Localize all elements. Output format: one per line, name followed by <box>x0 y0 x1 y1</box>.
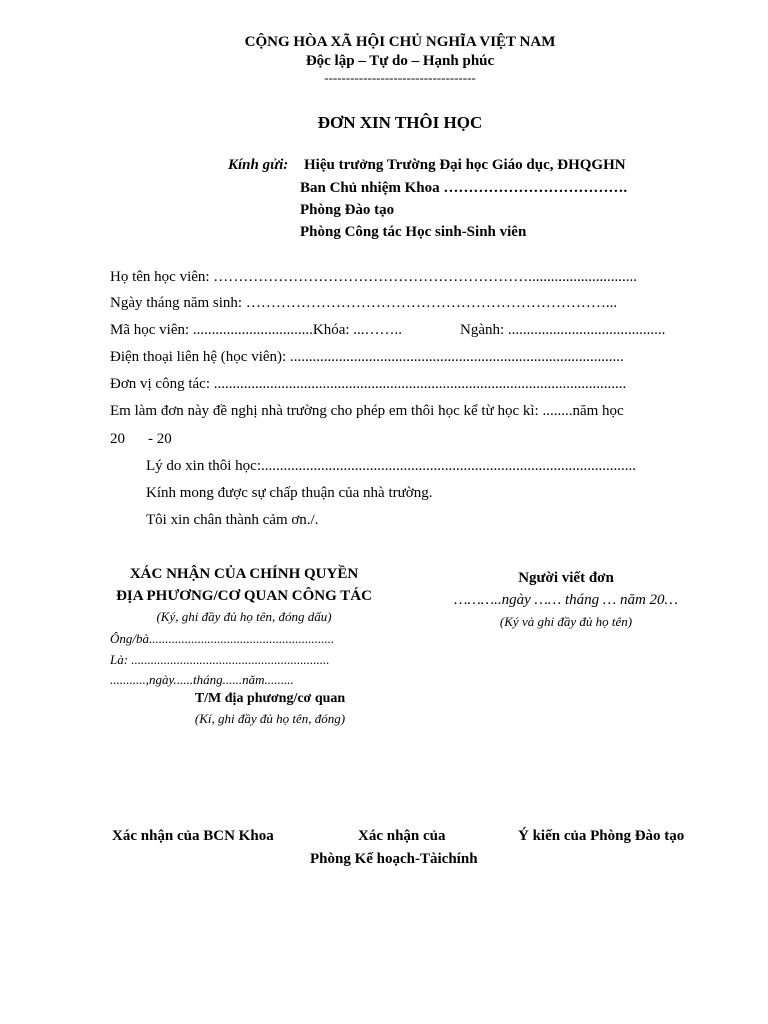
header-divider: ----------------------------------- <box>324 70 476 85</box>
request-text: Em làm đơn này đề nghị nhà trường cho phép em thôi học kể từ học kì: ........năm học <box>110 403 624 419</box>
left-sign-note-2: (Kí, ghi đầy đủ họ tên, đóng) <box>194 711 346 726</box>
left-on-behalf: T/M địa phương/cơ quan <box>194 691 346 706</box>
recipients-label: Kính gửi: <box>228 157 289 173</box>
finance-approval-office: Phòng Kế hoạch-Tàichính <box>310 851 478 867</box>
left-block-title: XÁC NHẬN CỦA CHÍNH QUYỀN <box>129 566 359 582</box>
left-block-subtitle: ĐỊA PHƯƠNG/CƠ QUAN CÔNG TÁC <box>116 588 372 604</box>
field-student-id: Mã học viên: ................................Khóa: ...…….. <box>110 322 403 338</box>
thanks-text: Tôi xin chân thành cảm ơn./. <box>146 512 319 528</box>
field-workplace: Đơn vị công tác: .............................................................................................................. <box>110 376 627 392</box>
recipient-line: Phòng Đào tạo <box>300 202 395 218</box>
nation-heading: CỘNG HÒA XÃ HỘI CHỦ NGHĨA VIỆT NAM <box>244 34 556 50</box>
left-person-line: Ông/bà......................................................... <box>110 631 335 646</box>
applicant-title: Người viết đơn <box>518 570 614 586</box>
applicant-sign-note: (Ký và ghi đầy đủ họ tên) <box>499 614 633 629</box>
field-name: Họ tên học viên: ………………………………………………………............................. <box>110 269 638 285</box>
faculty-approval: Xác nhận của BCN Khoa <box>112 828 274 844</box>
left-date-line: ...........,ngày......tháng......năm......... <box>110 672 294 687</box>
training-office-opinion: Ý kiến của Phòng Đào tạo <box>518 828 685 844</box>
field-dob: Ngày tháng năm sinh: ………………………………………………………………... <box>110 295 618 311</box>
left-sign-note: (Ký, ghi đầy đủ họ tên, đóng dấu) <box>156 609 332 624</box>
left-role-line: Là: ............................................................. <box>110 652 330 667</box>
field-major: Ngành: .......................................... <box>460 322 666 338</box>
year-to: - 20 <box>148 431 172 447</box>
field-reason: Lý do xin thôi học:.................................................................................................... <box>146 458 636 474</box>
recipient-line: Ban Chủ nhiệm Khoa ………………………………. <box>300 180 628 196</box>
motto-heading: Độc lập – Tự do – Hạnh phúc <box>305 53 495 69</box>
year-from: 20 <box>110 431 125 447</box>
hope-text: Kính mong được sự chấp thuận của nhà trường. <box>146 485 433 501</box>
field-phone: Điện thoại liên hệ (học viên): ......................................................................................... <box>110 349 624 365</box>
finance-approval: Xác nhận của <box>358 828 446 844</box>
applicant-date: ………..ngày …… tháng … năm 20… <box>454 592 678 608</box>
document-title: ĐƠN XIN THÔI HỌC <box>317 113 483 132</box>
recipient-line: Hiệu trưởng Trường Đại học Giáo dục, ĐHQGHN <box>304 157 626 173</box>
recipient-line: Phòng Công tác Học sinh-Sinh viên <box>300 224 527 240</box>
